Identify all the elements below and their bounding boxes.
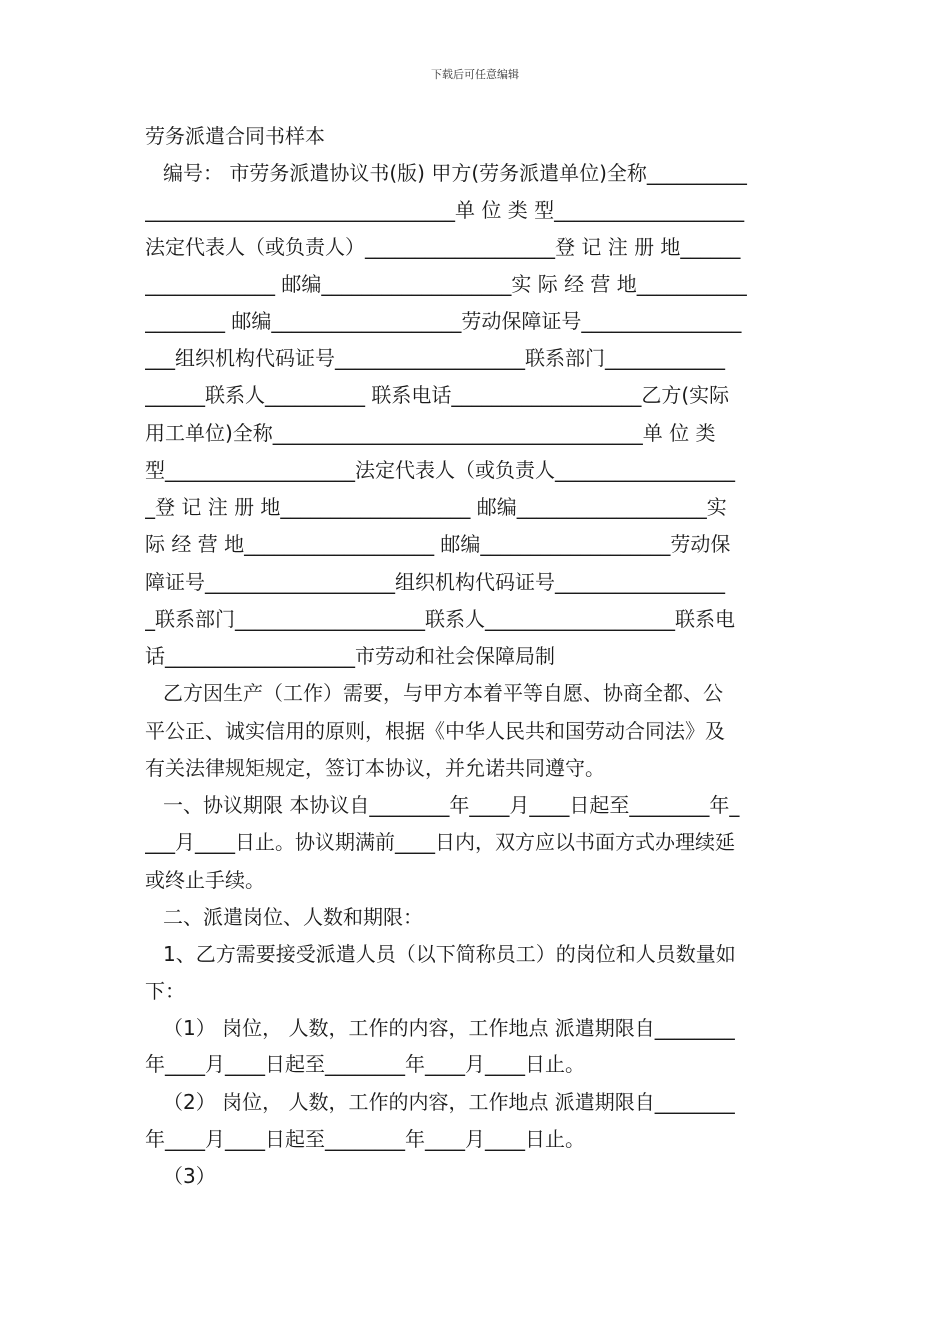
section-line: 一、协议期限 本协议自________年____月____日起至________年_ — [163, 793, 740, 817]
text-line: 用工单位)全称_____________________________________单 位 类 — [145, 421, 716, 445]
list-item-line: 年____月____日起至________年____月____日止。 — [145, 1127, 585, 1151]
paragraph-line: 有关法律规矩规定，签订本协议，并允诺共同遵守。 — [145, 756, 605, 780]
text-line: 法定代表人（或负责人）___________________登 记 注 册 地______ — [145, 235, 741, 259]
text-line: _______________________________单 位 类 型___________________ — [145, 198, 745, 222]
paragraph-line: 乙方因生产（工作）需要，与甲方本着平等自愿、协商全都、公 — [163, 681, 723, 705]
document-title: 劳务派遣合同书样本 — [145, 124, 325, 148]
text-line: ___组织机构代码证号___________________联系部门____________ — [145, 346, 725, 370]
paragraph-line: 平公正、诚实信用的原则，根据《中华人民共和国劳动合同法》及 — [145, 719, 725, 743]
text-line: _登 记 注 册 地___________________ 邮编___________________实 — [145, 495, 727, 519]
text-line: 型___________________法定代表人（或负责人__________________ — [145, 458, 735, 482]
list-item-line: （3） — [163, 1164, 216, 1188]
list-item-line: 年____月____日起至________年____月____日止。 — [145, 1052, 585, 1076]
page-header-note: 下载后可任意编辑 — [431, 68, 519, 81]
text-line: _____________ 邮编___________________实 际 经 营 地___________ — [145, 272, 747, 296]
text-line: 话___________________市劳动和社会保障局制 — [145, 644, 555, 668]
paragraph-line: 1、乙方需要接受派遣人员（以下简称员工）的岗位和人员数量如 — [163, 942, 736, 966]
section-heading: 二、派遣岗位、人数和期限： — [163, 905, 423, 929]
paragraph-line: 下： — [145, 979, 185, 1003]
text-line: ________ 邮编___________________劳动保障证号________________ — [145, 309, 742, 333]
text-line: 障证号___________________组织机构代码证号_________________ — [145, 570, 725, 594]
list-item-line: （2） 岗位， 人数，工作的内容，工作地点 派遣期限自________ — [163, 1090, 735, 1114]
list-item-line: （1） 岗位， 人数，工作的内容，工作地点 派遣期限自________ — [163, 1016, 735, 1040]
section-line: ___月____日止。协议期满前____日内，双方应以书面方式办理续延 — [145, 830, 735, 854]
text-line: ______联系人__________ 联系电话___________________乙方(实际 — [145, 383, 730, 407]
section-line: 或终止手续。 — [145, 868, 265, 892]
text-line: 编号： 市劳务派遣协议书(版) 甲方(劳务派遣单位)全称__________ — [163, 161, 747, 185]
text-line: 际 经 营 地___________________ 邮编___________________劳动保 — [145, 532, 731, 556]
text-line: _联系部门___________________联系人___________________联系电 — [145, 607, 735, 631]
